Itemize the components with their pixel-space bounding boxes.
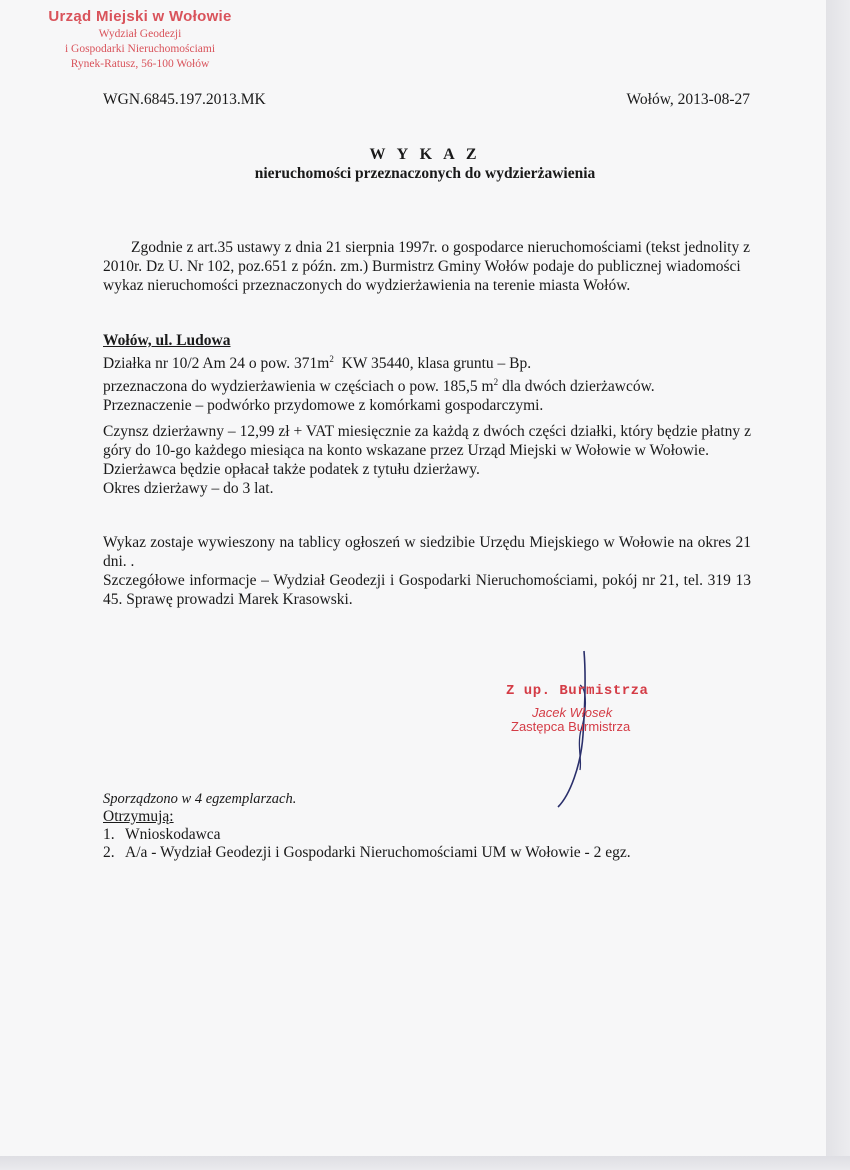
intro-paragraph: Zgodnie z art.35 ustawy z dnia 21 sierpnia 1997r. o gospodarce nieruchomościami (tekst jednolity z 2010r. Dz U. Nr 102, poz.651 z późn. zm.) Burmistrz Gminy Wołów podaje do publicznej wiadomości wykaz nieruchomości przeznaczonych do wydzierżawienia na terenie miasta Wołów.: [103, 239, 750, 294]
rent-paragraph: Czynsz dzierżawny – 12,99 zł + VAT miesięcznie za każdą z dwóch części działki, który będzie płatny z góry do 10-go każdego miesiąca na konto wskazane przez Urząd Miejski w Wołowie w Wołowie.: [103, 423, 751, 459]
reference-number: WGN.6845.197.2013.MK: [103, 91, 266, 108]
tax-paragraph: Dzierżawca będzie opłacał także podatek z tytułu dzierżawy.: [103, 461, 480, 478]
office-stamp: [40, 8, 240, 70]
recipients-label: Otrzymują:: [103, 808, 174, 825]
document-subtitle: nieruchomości przeznaczonych do wydzierżawienia: [254, 165, 596, 182]
recipient-num: 1.: [103, 826, 115, 843]
property-line-2-text: przeznaczona do wydzierżawienia w częściach o pow. 185,5 m: [103, 378, 494, 396]
property-line-1: [103, 350, 751, 373]
document-title: W Y K A Z: [369, 146, 481, 163]
property-line-1-text: Działka nr 10/2 Am 24 o pow. 371m: [103, 355, 330, 373]
notice-section: [103, 533, 751, 609]
contact-paragraph: Szczegółowe informacje – Wydział Geodezji i Gospodarki Nieruchomościami, pokój nr 21, tel. 319 13 45. Sprawę prowadzi Marek Krasowski.: [103, 572, 751, 608]
place-date: Wołów, 2013-08-27: [626, 91, 750, 108]
notice-paragraph: Wykaz zostaje wywieszony na tablicy ogłoszeń w siedzibie Urzędu Miejskiego w Wołowie na okres 21 dni. .: [103, 534, 751, 570]
property-heading: Wołów, ul. Ludowa: [103, 332, 231, 349]
property-line-2-sup: 2: [493, 377, 499, 388]
recipient-item: [103, 844, 631, 862]
property-line-2-rest: dla dwóch dzierżawców.: [498, 378, 655, 396]
recipient-num: 2.: [103, 844, 115, 861]
stamp-office: Urząd Miejski w Wołowie: [48, 8, 232, 25]
signature-name: Jacek Włosek: [532, 705, 613, 720]
recipient-item: [103, 826, 631, 844]
rent-section: [103, 422, 751, 498]
property-line-2: [103, 373, 751, 396]
recipient-text: Wnioskodawca: [125, 826, 221, 843]
copies-note: Sporządzono w 4 egzemplarzach.: [103, 791, 297, 807]
property-section: [103, 331, 751, 415]
stamp-dept2: i Gospodarki Nieruchomościami: [64, 43, 216, 55]
signature-stamp: [506, 683, 648, 734]
property-line-1-rest: KW 35440, klasa gruntu – Bp.: [333, 355, 532, 373]
signature-role: Zastępca Burmistrza: [511, 719, 631, 734]
scan-edge-bottom: [0, 1156, 850, 1170]
property-line-1-sup: 2: [329, 354, 334, 364]
property-line-3: Przeznaczenie – podwórko przydomowe z komórkami gospodarczymi.: [103, 397, 544, 415]
recipient-text: A/a - Wydział Geodezji i Gospodarki Nieruchomościami UM w Wołowie - 2 egz.: [125, 844, 631, 861]
footer-section: [103, 790, 631, 862]
stamp-address: Rynek-Ratusz, 56-100 Wołów: [70, 58, 210, 70]
lease-period: Okres dzierżawy – do 3 lat.: [103, 480, 274, 497]
stamp-dept1: Wydział Geodezji: [98, 28, 182, 40]
signature-line-1: Z up. Burmistrza: [506, 683, 649, 699]
